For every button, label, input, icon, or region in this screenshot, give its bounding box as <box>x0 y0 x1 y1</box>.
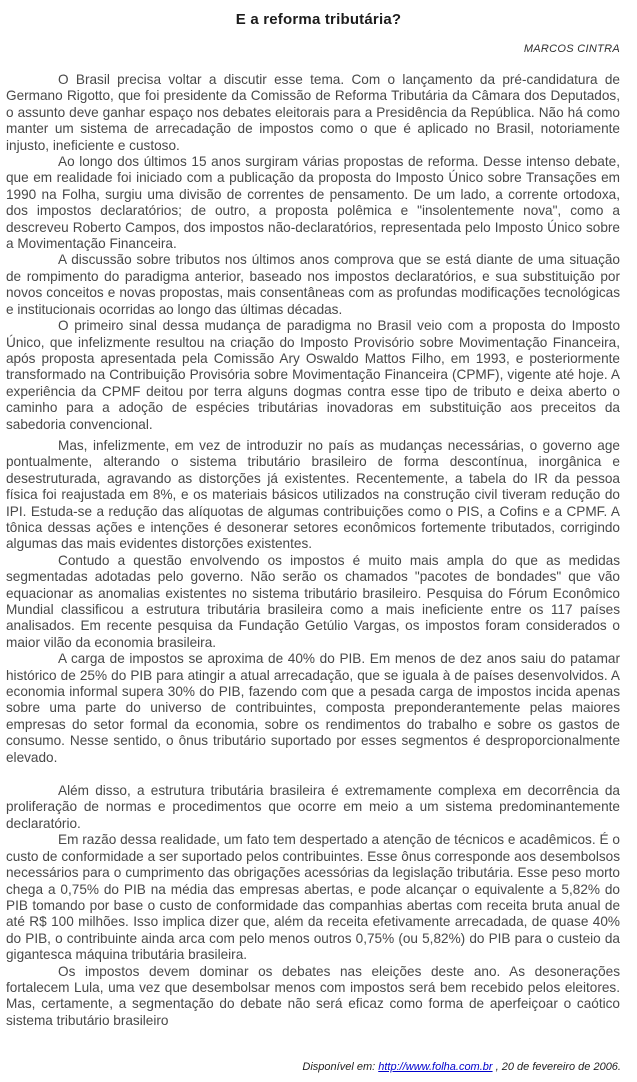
article-body <box>0 72 637 1029</box>
body-paragraph: Contudo a questão envolvendo os impostos é muito mais ampla do que as medidas segmentadas adotadas pelo governo. Não serão os chamados "pacotes de bondades" que vão equacionar as anomalias existentes no sistema tributário brasileiro. Pesquisa do Fórum Econômico Mundial classificou a estrutura tributária brasileira como a mais ineficiente entre os 117 países analisados. Em recente pesquisa da Fundação Getúlio Vargas, os impostos foram considerados o maior vilão da economia brasileira. <box>6 552 620 650</box>
body-paragraph: Os impostos devem dominar os debates nas eleições deste ano. As desonerações fortalecem Lula, uma vez que desembolsar menos com impostos será bem recebido pelos eleitores. Mas, certamente, a segmentação do debate não será eficaz como forma de aperfeiçoar o caótico sistema tributário brasileiro <box>6 963 620 1028</box>
body-paragraph: Mas, infelizmente, em vez de introduzir no país as mudanças necessárias, o governo age pontualmente, alterando o sistema tributário brasileiro de forma descontínua, inorgânica e desestruturada, agravando as distorções já existentes. Recentemente, a tabela do IR da pessoa física foi reajustada em 8%, e os materiais básicos utilizados na construção civil tiveram redução do IPI. Estuda-se a redução das alíquotas de algumas contribuições como o PIS, a Cofins e a CPMF. A tônica dessas ações e intenções é desonerar setores econômicos fortemente tributados, corrigindo algumas das mais evidentes distorções existentes. <box>6 437 620 552</box>
author-byline: MARCOS CINTRA <box>523 43 620 55</box>
body-paragraph: Além disso, a estrutura tributária brasileira é extremamente complexa em decorrência da proliferação de normas e procedimentos que ocorre em meio a um sistema predominantemente declaratório. <box>6 783 620 831</box>
body-paragraph: O primeiro sinal dessa mudança de paradigma no Brasil veio com a proposta do Imposto Único, que infelizmente resultou na criação do Imposto Provisório sobre Movimentação Financeira, após proposta apresentada pela Comissão Ary Oswaldo Mattos Filho, em 1993, e posteriormente transformado na Contribuição Provisória sobre Movimentação Financeira (CPMF), vigente até hoje. A experiência da CPMF deitou por terra alguns dogmas contra esse tipo de tributo e deixa aberto o caminho para a adoção de espécies tributárias inovadoras em substituição aos preceitos da sabedoria convencional. <box>6 318 620 432</box>
source-link[interactable]: http://www.folha.com.br <box>378 1061 493 1073</box>
body-paragraph: O Brasil precisa voltar a discutir esse tema. Com o lançamento da pré-candidatura de Germano Rigotto, que foi presidente da Comissão de Reforma Tributária da Câmara dos Deputados, o assunto deve ganhar espaço nos debates eleitorais para a Presidência da República. Não há como manter um sistema de arrecadação de impostos como o que é aplicado no Brasil, notoriamente injusto, ineficiente e custoso. <box>6 72 620 153</box>
body-paragraph: Ao longo dos últimos 15 anos surgiram várias propostas de reforma. Desse intenso debate, que em realidade foi iniciado com a publicação da proposta do Imposto Único sobre Transações em 1990 na Folha, surgiu uma divisão de correntes de pensamento. De um lado, a corrente ortodoxa, dos impostos declaratórios; de outro, a proposta polêmica e "insolentemente nova", como a descreveu Roberto Campos, dos impostos não-declaratórios, representada pelo Imposto Único sobre a Movimentação Financeira. <box>6 154 620 252</box>
body-paragraph: A discussão sobre tributos nos últimos anos comprova que se está diante de uma situação de rompimento do paradigma anterior, baseado nos impostos declaratórios, e sua substituição por novos conceitos e novas propostas, mais consentâneas com as profundas modificações tecnológicas e institucionais ocorridas ao longo das últimas décadas. <box>6 252 620 317</box>
source-label: Disponível em: <box>302 1061 379 1073</box>
body-paragraph: A carga de impostos se aproxima de 40% do PIB. Em menos de dez anos saiu do patamar histórico de 25% do PIB para atingir a atual arrecadação, que se iguala à de países desenvolvidos. A economia informal supera 30% do PIB, fazendo com que a pesada carga de impostos incida apenas sobre uma parte do universo de contribuintes, composta preponderantemente pelas maiores empresas do setor formal da economia, sobre os rendimentos do trabalho e sobre os gastos de consumo. Nesse sentido, o ônus tributário suportado por esses segmentos é desproporcionalmente elevado. <box>6 651 620 765</box>
body-paragraph: Em razão dessa realidade, um fato tem despertado a atenção de técnicos e acadêmicos. É o custo de conformidade a ser suportado pelos contribuintes. Esse ônus corresponde aos desembolsos necessários para o cumprimento das obrigações acessórias da legislação tributária. Esse peso morto chega a 0,75% do PIB na média das empresas abertas, e pode alcançar o equivalente a 5,82% do PIB tomando por base o custo de conformidade das companhias abertas com receita bruta anual de até R$ 100 milhões. Isso implica dizer que, além da receita efetivamente arrecadada, de quase 40% do PIB, o contribuinte ainda arca com pelo menos outros 0,75% (ou 5,82%) do PIB para o custeio da gigantesca máquina tributária brasileira. <box>6 832 620 963</box>
source-date: , 20 de fevereiro de 2006. <box>492 1061 621 1073</box>
page-title: E a reforma tributária? <box>235 11 402 28</box>
source-footer <box>302 1061 621 1073</box>
